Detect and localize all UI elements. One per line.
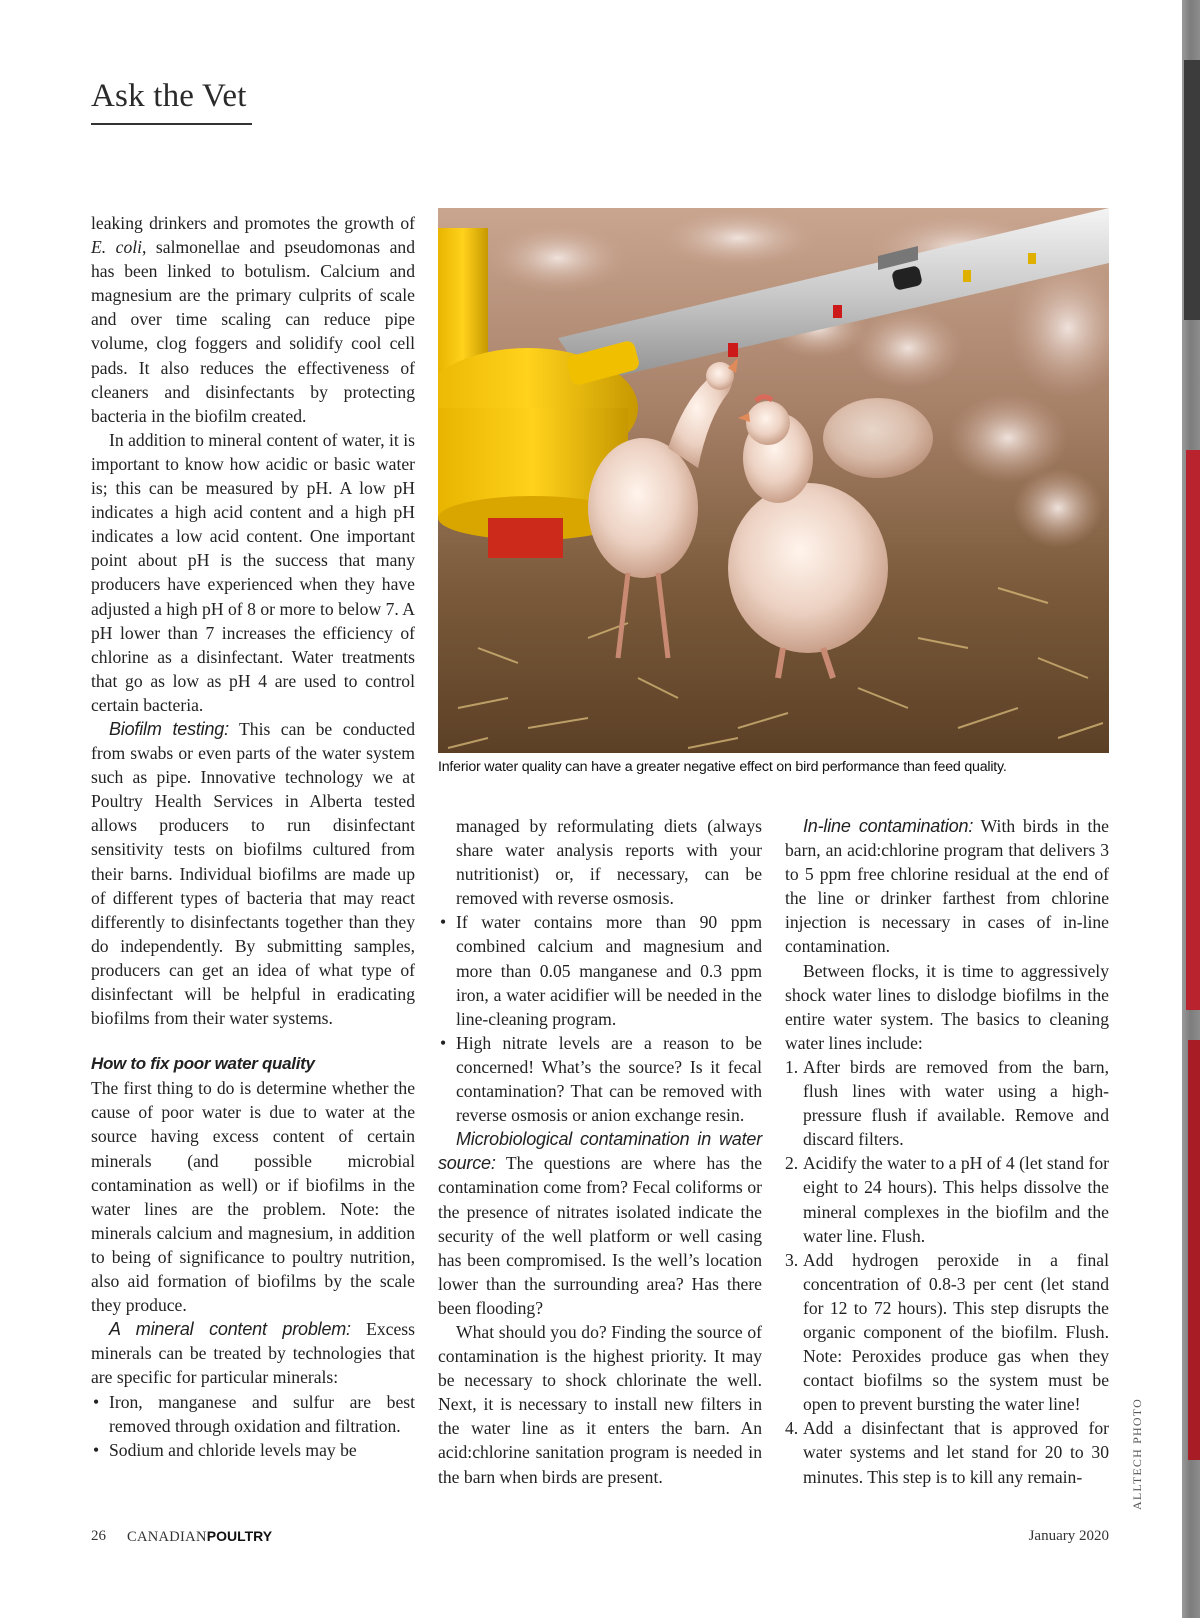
- run-in-heading: In-line contamination:: [803, 816, 974, 836]
- paragraph: [438, 1127, 762, 1320]
- text-run: This can be conducted from swabs or even parts of the water system such as pipe. Innovative technology we at Poultry Health Services in Alberta tested allows producers to run disinfectant sensitivity tests on biofilms cultured from their barns. Individual biofilms are made up of different types of bacteria that may react differently to disinfectants together than they do independently. By submitting samples, producers can get an idea of what type of disinfectant will be helpful in eradicating biofilms from their water systems.: [91, 718, 415, 1029]
- paragraph: [785, 814, 1109, 959]
- article-column-1: [91, 211, 415, 1462]
- list-item: • If water contains more than 90 ppm combined calcium and magnesium and more than 0.05 manganese and 0.3 ppm iron, a water acidifier will be needed in the line-cleaning program.: [438, 910, 762, 1030]
- list-item: • Sodium and chloride levels may be: [91, 1438, 415, 1462]
- paragraph: What should you do? Finding the source of contamination is the highest priority. It may be necessary to shock chlorinate the well. Next, it is necessary to install new filters in the water line as it enters the barn. An acid:chlorine sanitation program is needed in the barn when birds are present.: [438, 1321, 762, 1487]
- article-photo: [438, 208, 1109, 753]
- photo-caption: Inferior water quality can have a greater negative effect on bird performance than feed quality.: [438, 759, 1007, 775]
- paragraph: Between flocks, it is time to aggressively shock water lines to dislodge biofilms in the entire water system. The basics to cleaning water lines include:: [785, 960, 1109, 1053]
- article-column-3: [785, 814, 1109, 1489]
- bullet-list: [91, 1390, 415, 1462]
- paragraph: [91, 211, 415, 428]
- list-item-text: Add hydrogen peroxide in a final concentration of 0.8-3 per cent (let stand for 12 to 72 hours). This step disrupts the organic component of the biofilm. Flush. Note: Peroxides produce gas when they contact biofilms so the system must be open to prevent bursting the water line!: [803, 1249, 1109, 1415]
- publication-name-prefix: CANADIAN: [127, 1529, 207, 1545]
- list-item: [785, 1248, 1109, 1417]
- text-run: , salmonellae and pseudomonas and has been linked to botulism. Calcium and magnesium are the primary culprits of scale and over time scaling can reduce pipe volume, clog foggers and solidify cool cell pads. It also reduces the effectiveness of cleaners and disinfectants by protecting bacteria in the biofilm created.: [91, 237, 415, 426]
- bullet-list: [438, 910, 762, 1127]
- publication-name: [127, 1528, 272, 1546]
- chickens-at-drinker-image: [438, 208, 1109, 753]
- list-item-text: Acidify the water to a pH of 4 (let stand for eight to 24 hours). This helps dissolve the mineral complexes in the biofilm and the water line. Flush.: [803, 1153, 1109, 1246]
- section-title: Ask the Vet: [91, 78, 247, 114]
- run-in-heading: Biofilm testing:: [109, 718, 229, 739]
- italic-term: E. coli: [91, 237, 143, 258]
- list-number: 2.: [785, 1153, 799, 1174]
- list-item: [785, 1055, 1109, 1151]
- subheading-block: [91, 1052, 415, 1076]
- run-in-heading: Microbiological contamination in water source:: [438, 1129, 762, 1174]
- page-number: 26: [91, 1528, 106, 1544]
- adjacent-page-edge-red: [1186, 450, 1200, 1010]
- adjacent-page-edge-dark: [1184, 60, 1200, 320]
- adjacent-page-edge-red-lower: [1188, 1040, 1200, 1460]
- text-run: leaking drinkers and promotes the growth of: [91, 213, 415, 233]
- publication-name-bold: POULTRY: [206, 1528, 273, 1544]
- section-title-underline: [91, 123, 252, 125]
- text-run: The questions are where has the contamination come from? Fecal coliforms or the presence of nitrates isolated indicate the security of the well platform or well casing has been compromised. Is the well’s location lower than the surrounding area? Has there been flooding?: [438, 1153, 762, 1318]
- list-number: 4.: [785, 1418, 799, 1439]
- run-in-heading: A mineral content problem:: [109, 1319, 351, 1340]
- paragraph: [91, 1317, 415, 1389]
- list-item-text: Add a disinfectant that is approved for water systems and let stand for 20 to 30 minutes. This step is to kill any remain-: [803, 1418, 1109, 1487]
- list-item: [785, 1416, 1109, 1488]
- paragraph: [91, 717, 415, 1030]
- list-item: • High nitrate levels are a reason to be concerned! What’s the source? Is it fecal contamination? That can be removed with reverse osmosis or anion exchange resin.: [438, 1031, 762, 1127]
- list-number: 3.: [785, 1249, 799, 1270]
- issue-date: January 2020: [1028, 1528, 1109, 1544]
- article-column-2: [438, 814, 762, 1489]
- list-item: [785, 1151, 1109, 1247]
- numbered-list: [785, 1055, 1109, 1489]
- subheading: How to fix poor water quality: [91, 1054, 315, 1074]
- text-run: With birds in the barn, an acid:chlorine program that delivers 3 to 5 ppm free chlorine residual at the end of the line or drinker farthest from chlorine injection is necessary in cases of in-line contamination.: [785, 816, 1109, 957]
- paragraph: In addition to mineral content of water, it is important to know how acidic or basic water is; this can be measured by pH. A low pH indicates a high acid content and a high pH indicates a low acid content. One important point about pH is the success that many producers have experienced when they have adjusted a high pH of 8 or more to below 7. A pH lower than 7 increases the efficiency of chlorine as a disinfectant. Water treatments that go as low as pH 4 are used to control certain bacteria.: [91, 429, 415, 715]
- text-run: Excess minerals can be treated by technologies that are specific for particular minerals:: [91, 1319, 415, 1388]
- list-item: • Iron, manganese and sulfur are best removed through oxidation and filtration.: [91, 1390, 415, 1438]
- list-number: 1.: [785, 1056, 799, 1077]
- paragraph: The first thing to do is determine whether the cause of poor water is due to water at the source having excess content of certain minerals (and possible microbial contamination as well) or if biofilms in the water lines are the problem. Note: the minerals calcium and magnesium, in addition to being of significance to poultry nutrition, also aid formation of biofilms by the scale they produce.: [91, 1078, 415, 1316]
- bullet-continuation: managed by reformulating diets (always share water analysis reports with your nutritionist) or, if necessary, can be removed with reverse osmosis.: [456, 816, 762, 909]
- list-item-text: After birds are removed from the barn, flush lines with water using a high-pressure flush if available. Remove and discard filters.: [803, 1056, 1109, 1150]
- photo-credit: ALLTECH PHOTO: [1130, 1398, 1144, 1510]
